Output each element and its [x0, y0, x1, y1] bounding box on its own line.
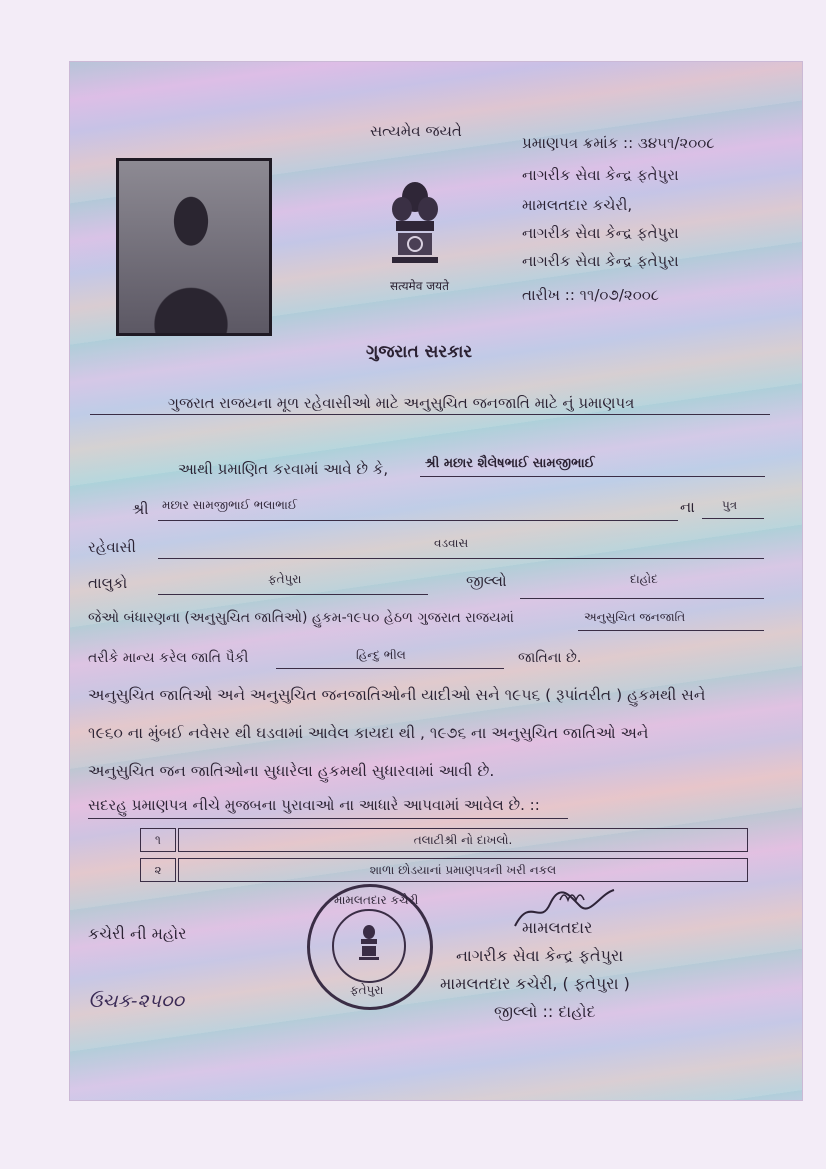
shri-label: શ્રી [132, 500, 149, 518]
evidence-row-1-number-cell [140, 828, 176, 852]
paragraph-line-3: અનુસુચિત જન જાતિઓના સુધારેલા હુકમથી સુધારવામાં આવી છે. [88, 762, 495, 780]
order-text: જેઓ બંધારણના (અનુસુચિત જાતિઓ) હુકમ-૧૯૫૦ હેઠળ ગુજરાત રાજયમાં [88, 610, 514, 626]
paragraph-line-2: ૧૯૬૦ ના મુંબઈ નવેસર થી ઘડવામાં આવેલ કાયદા થી , ૧૯૭૬ ના અનુસુચિત જાતિઓ અને [88, 724, 649, 742]
relation: પુત્ર [722, 498, 738, 512]
resident-village: વડવાસ [434, 536, 469, 550]
header-line-2: મામલતદાર કચેરી, [522, 196, 633, 214]
certificate-number: પ્રમાણપત્ર ક્રમાંક :: ૩૪૫૧/૨૦૦૮ [522, 134, 715, 152]
applicant-name: શ્રી મછાર શૈલેષભાઈ સામજીભાઈ [425, 456, 595, 471]
office-seal-label: કચેરી ની મહોર [88, 924, 187, 943]
header-line-3: નાગરીક સેવા કેન્દ્ર ફતેપુરા [522, 224, 679, 242]
seal-top-text: મામલતદાર કચેરી [334, 893, 419, 907]
evidence-row-2-number-cell [140, 858, 176, 882]
evidence-row-2-text-cell [178, 858, 748, 882]
evidence-row-1-number: ૧ [155, 833, 161, 847]
district-value: દાહોદ [630, 572, 658, 586]
signatory-line-1: નાગરીક સેવા કેન્દ્ર ફતેપુરા [456, 946, 624, 965]
signatory-line-2: મામલતદાર કચેરી, ( ફતેપુરા ) [440, 974, 630, 993]
recognized-prefix: તરીકે માન્ય કરેલ જાતિ પૈકી [88, 650, 249, 666]
certify-prefix: આથી પ્રમાણિત કરવામાં આવે છે કે, [178, 460, 389, 478]
handwritten-note: ઉચક-૨૫૦૦ [88, 990, 184, 1012]
national-emblem-icon [378, 175, 452, 283]
applicant-photo [116, 158, 272, 336]
caste-value: હિન્દુ ભીલ [356, 648, 406, 662]
motto-top: સત્યમેવ જયતે [370, 122, 462, 140]
seal-emblem-icon [354, 923, 384, 963]
evidence-row-1-text-cell [178, 828, 748, 852]
father-name: મછાર સામજીભાઈ ભલાભાઈ [162, 498, 298, 512]
caste-suffix: જાતિના છે. [518, 650, 582, 666]
header-line-1: નાગરીક સેવા કેન્દ્ર ફતેપુરા [522, 166, 679, 184]
signatory-title: મામલતદાર [522, 918, 593, 937]
office-seal-stamp [307, 884, 433, 1010]
na-label: ના [680, 498, 695, 516]
resident-label: રહેવાસી [88, 538, 136, 556]
category-value: અનુસુચિત જનજાતિ [584, 610, 686, 624]
certificate-title: ગુજરાત રાજયના મૂળ રહેવાસીઓ માટે અનુસુચિત જનજાતિ માટે નું પ્રમાણપત્ર [168, 394, 635, 412]
certificate-sheet [70, 62, 802, 1100]
emblem-caption: सत्यमेव जयते [390, 279, 449, 293]
government-heading: ગુજરાત સરકાર [366, 342, 473, 362]
evidence-row-2-number: ૨ [154, 863, 162, 877]
taluka-label: તાલુકો [88, 574, 128, 592]
taluka-value: ફતેપુરા [268, 572, 302, 586]
seal-bottom-text: ફતેપુરા [350, 983, 384, 997]
district-label: જીલ્લો [466, 572, 507, 590]
evidence-intro: સદરહુ પ્રમાણપત્ર નીચે મુજબના પુરાવાઓ ના આધારે આપવામાં આવેલ છે. :: [88, 796, 540, 814]
issue-date: તારીખ :: ૧૧/૦૭/૨૦૦૮ [522, 286, 660, 304]
evidence-row-2-text: શાળા છોડયાનાં પ્રમાણપત્રની ખરી નકલ [369, 863, 557, 877]
evidence-row-1-text: તલાટીશ્રી નો દાખલો. [413, 833, 513, 847]
signatory-line-3: જીલ્લો :: દાહોદ [494, 1002, 596, 1021]
header-line-4: નાગરીક સેવા કેન્દ્ર ફતેપુરા [522, 252, 679, 270]
paragraph-line-1: અનુસુચિત જાતિઓ અને અનુસુચિત જનજાતિઓની યાદીઓ સને ૧૯૫૬ ( રૂપાંતરીત ) હુકમથી સને [88, 686, 706, 704]
